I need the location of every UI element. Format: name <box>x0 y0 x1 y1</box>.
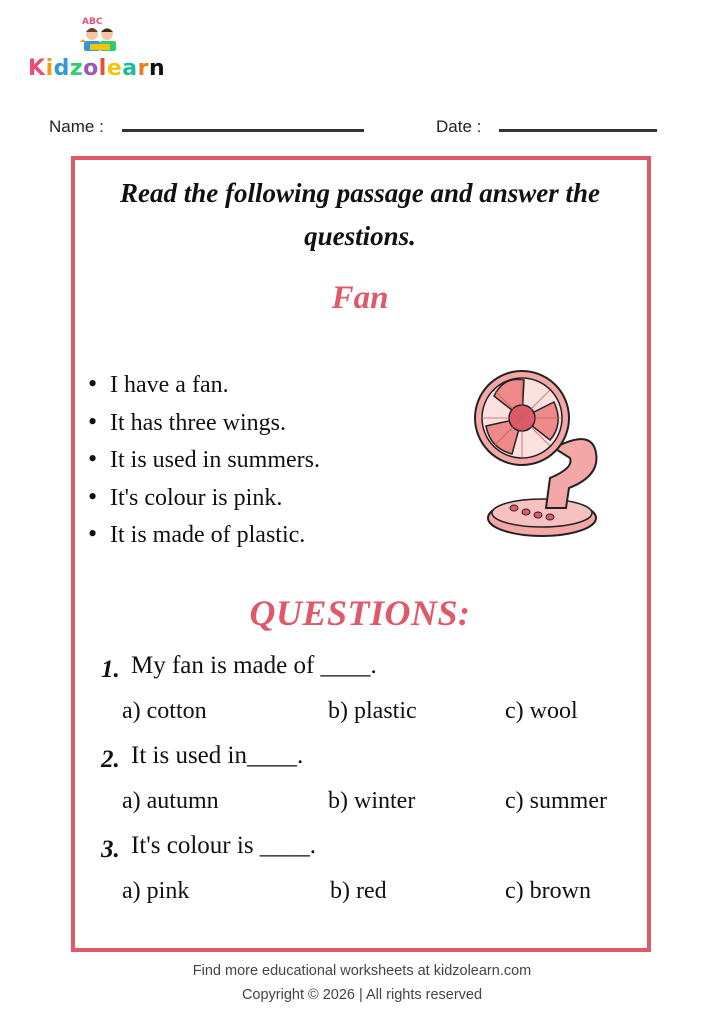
name-label: Name : <box>49 117 104 136</box>
question-number: 1. <box>101 656 120 683</box>
passage-title: Fan <box>331 280 389 316</box>
question-number: 2. <box>101 746 120 773</box>
logo-wordmark: Kidzolearn <box>28 56 166 81</box>
option-a[interactable]: a) autumn <box>122 788 219 814</box>
question-text: It is used in____. <box>131 742 304 769</box>
option-c[interactable]: c) brown <box>505 878 591 904</box>
question-text: It's colour is ____. <box>131 832 317 859</box>
date-field[interactable] <box>499 129 657 132</box>
option-b[interactable]: b) plastic <box>328 698 417 724</box>
option-b[interactable]: b) red <box>330 878 387 904</box>
footer-copyright: Copyright © 2026 | All rights reserved <box>241 987 483 1003</box>
date-label: Date : <box>436 117 482 136</box>
svg-text:ABC: ABC <box>82 17 103 27</box>
passage-facts-list <box>88 366 320 554</box>
list-item: • It has three wings. <box>88 406 286 436</box>
fan-icon <box>474 358 614 548</box>
list-item: • It is made of plastic. <box>88 519 306 548</box>
list-item: • I have a fan. <box>88 369 229 398</box>
questions-heading: QUESTIONS: <box>249 593 471 633</box>
option-c[interactable]: c) wool <box>505 698 578 724</box>
instructions-heading: Read the following passage and answer the questions. <box>119 178 601 251</box>
footer-site-text: Find more educational worksheets at kidzolearn.com <box>192 963 532 979</box>
name-field[interactable] <box>122 129 364 132</box>
kidzolearn-logo <box>28 14 178 82</box>
option-a[interactable]: a) pink <box>122 878 190 904</box>
question-number: 3. <box>101 836 120 863</box>
list-item: • It's colour is pink. <box>88 481 283 511</box>
option-c[interactable]: c) summer <box>505 788 607 814</box>
list-item: • It is used in summers. <box>88 444 320 473</box>
option-a[interactable]: a) cotton <box>122 698 207 724</box>
question-text: My fan is made of ____. <box>131 652 377 679</box>
kids-reading-icon <box>78 14 122 54</box>
option-b[interactable]: b) winter <box>328 788 416 814</box>
